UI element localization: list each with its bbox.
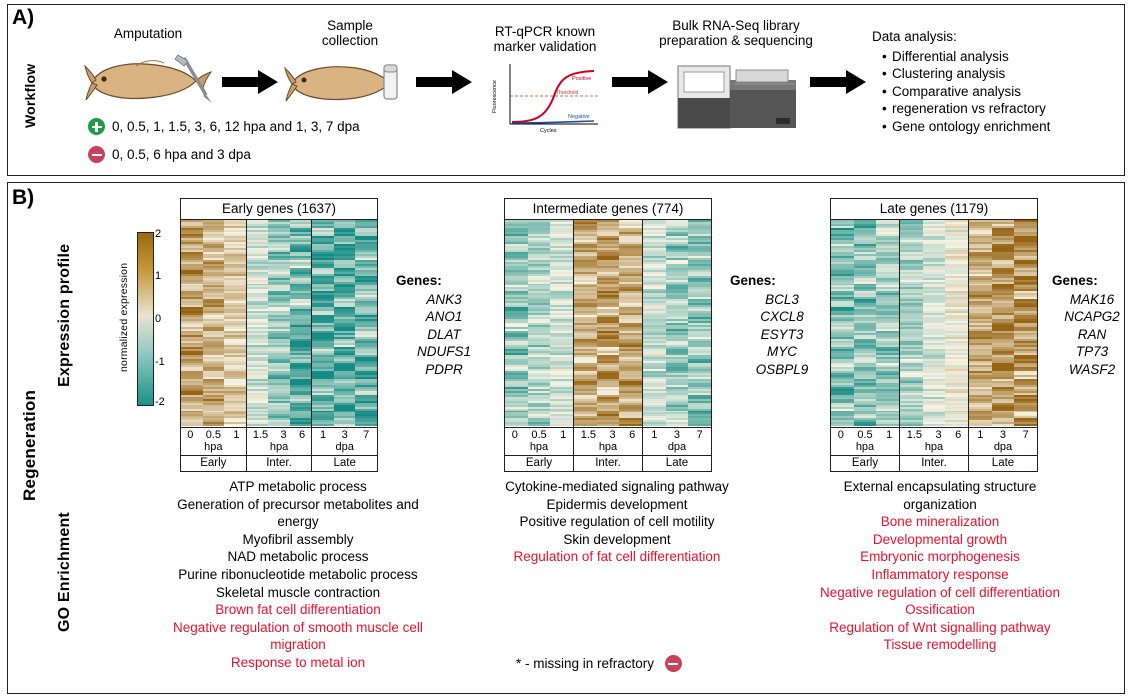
axis-unit: hpa xyxy=(529,441,549,453)
gene-name: DLAT xyxy=(427,326,461,342)
axis-ticks xyxy=(181,429,246,441)
gene-name: OSBPL9 xyxy=(755,361,809,377)
go-term: Positive regulation of cell motility xyxy=(519,514,715,530)
axis-tick: 3 xyxy=(935,429,942,441)
heatmap-column xyxy=(574,220,597,427)
axis-tick: 1 xyxy=(233,429,240,441)
genes-box-intermediate xyxy=(730,272,834,378)
heatmap-canvas xyxy=(504,220,712,428)
stage-label: Late xyxy=(333,457,356,469)
axis-group xyxy=(181,428,247,455)
heatmap-axis xyxy=(504,428,712,456)
step-title-qpcr xyxy=(470,24,620,54)
go-enrichment-side-label: GO Enrichment xyxy=(56,512,73,633)
heatmap-column xyxy=(505,220,528,427)
go-term: Negative regulation of smooth muscle cell xyxy=(173,619,423,635)
timepoints-negative-text: 0, 0.5, 6 hpa and 3 dpa xyxy=(112,147,251,162)
heatmap-column xyxy=(1014,220,1037,427)
colorbar-tick: -1 xyxy=(155,356,165,368)
axis-ticks xyxy=(574,429,642,441)
heatmap-title: Intermediate genes (774) xyxy=(504,198,712,220)
gene-name: MYC xyxy=(767,344,797,359)
axis-group xyxy=(574,428,643,455)
axis-group xyxy=(969,428,1037,455)
go-term: Regulation of fat cell differentiation xyxy=(513,549,721,565)
axis-tick: 3 xyxy=(673,429,681,441)
fish-amputation-icon xyxy=(84,53,212,103)
step-title-line2: preparation & sequencing xyxy=(659,33,813,48)
analysis-item-continuation: • regeneration vs refractory xyxy=(884,100,1112,118)
axis-group xyxy=(505,428,574,455)
colorbar-tick: 1 xyxy=(155,270,162,282)
axis-unit: dpa xyxy=(667,441,687,453)
workflow-side-label: Workflow xyxy=(22,63,38,129)
step-title-amputation: Amputation xyxy=(113,26,183,41)
colorbar-ticks xyxy=(155,228,181,408)
axis-tick: 1 xyxy=(886,429,893,441)
axis-unit: dpa xyxy=(335,441,354,453)
gene-name: WASF2 xyxy=(1068,361,1116,377)
regeneration-side-label: Regeneration xyxy=(20,389,39,501)
go-term: Negative regulation of cell differentiation xyxy=(820,584,1060,600)
heatmap-column xyxy=(688,220,711,427)
heatmap-column xyxy=(247,220,269,427)
colorbar-tick: 2 xyxy=(155,228,162,240)
heatmap-column xyxy=(619,220,642,427)
axis-tick: 6 xyxy=(629,429,636,441)
axis-group xyxy=(247,428,313,455)
heatmap-title: Late genes (1179) xyxy=(830,198,1038,220)
colorbar xyxy=(137,232,154,406)
go-term: migration xyxy=(270,637,326,653)
heatmap-column xyxy=(923,220,946,427)
axis-tick: 7 xyxy=(363,429,370,441)
axis-tick: 6 xyxy=(299,429,306,441)
gene-name: ANO1 xyxy=(425,309,463,324)
go-term: External encapsulating structure xyxy=(843,479,1037,494)
colorbar-tick: 0 xyxy=(155,313,162,325)
axis-tick: 6 xyxy=(955,429,962,441)
go-term: energy xyxy=(277,514,319,530)
heatmap-column xyxy=(900,220,923,427)
axis-unit: hpa xyxy=(598,441,618,453)
go-term: Generation of precursor metabolites and xyxy=(177,496,419,512)
heatmap-column xyxy=(876,220,899,427)
go-term: Skeletal muscle contraction xyxy=(215,584,381,600)
heatmap-column xyxy=(945,220,968,427)
axis-tick: 1 xyxy=(560,429,567,441)
axis-tick: 7 xyxy=(1022,429,1029,441)
data-analysis-header: Data analysis: xyxy=(872,29,957,44)
colorbar-axis-label: normalized expression xyxy=(118,262,130,373)
axis-ticks xyxy=(312,429,377,441)
data-analysis-list xyxy=(872,28,1112,135)
axis-group xyxy=(831,428,900,455)
go-term: Myofibril assembly xyxy=(242,531,354,547)
panel-a-letter: A) xyxy=(12,6,35,29)
axis-ticks xyxy=(900,429,968,441)
go-term: Epidermis development xyxy=(546,496,688,512)
axis-tick: 1.5 xyxy=(580,429,597,441)
axis-tick: 1 xyxy=(977,429,984,441)
gene-name: BCL3 xyxy=(765,291,799,307)
axis-tick: 0 xyxy=(511,429,518,441)
heatmap-column xyxy=(528,220,551,427)
footnote-row xyxy=(516,655,682,672)
heatmap-column xyxy=(597,220,620,427)
genes-box-late xyxy=(1052,272,1132,378)
go-term: Bone mineralization xyxy=(880,514,1000,530)
go-term: Purine ribonucleotide metabolic process xyxy=(178,566,418,582)
axis-tick: 7 xyxy=(696,429,703,441)
heatmap-column xyxy=(666,220,689,427)
heatmap-column xyxy=(224,220,246,427)
timepoints-positive-text: 0, 0.5, 1, 1.5, 3, 6, 12 hpa and 1, 3, 7 dpa xyxy=(112,119,360,134)
go-term: Response to metal ion xyxy=(230,654,366,670)
heatmap-axis xyxy=(830,428,1038,456)
heatmap-column xyxy=(334,220,356,427)
minus-circle-icon xyxy=(88,146,105,163)
go-term: Skin development xyxy=(563,531,671,547)
go-term: Embryonic morphogenesis xyxy=(860,549,1020,565)
heatmap-column xyxy=(355,220,377,427)
go-term: Regulation of Wnt signalling pathway xyxy=(829,619,1051,635)
gene-name: ESYT3 xyxy=(760,326,804,342)
expression-profile-side-label: Expression profile xyxy=(56,243,73,387)
footnote-text: * - missing in refractory xyxy=(516,656,655,671)
axis-group xyxy=(312,428,377,455)
fish-sample-icon xyxy=(284,58,404,104)
heatmap-stage-row xyxy=(830,456,1038,472)
stage-label: Late xyxy=(665,457,689,469)
stage-label: Early xyxy=(505,456,574,471)
axis-ticks xyxy=(247,429,312,441)
heatmap-column xyxy=(268,220,290,427)
heatmap-column xyxy=(643,220,666,427)
genes-header: Genes: xyxy=(396,273,442,288)
stage-label: Inter. xyxy=(247,456,313,471)
axis-tick: 1 xyxy=(651,429,658,441)
axis-unit: hpa xyxy=(855,441,875,453)
go-term: Ossification xyxy=(905,602,975,618)
stage-label: Early xyxy=(831,456,900,471)
gene-name: MAK16 xyxy=(1069,291,1115,307)
axis-tick: 1 xyxy=(320,429,327,441)
heatmap-block-early xyxy=(180,198,378,472)
genes-header: Genes: xyxy=(1052,273,1098,288)
axis-tick: 0.5 xyxy=(531,429,547,441)
sequencer-icon xyxy=(676,58,798,136)
heatmap-block-intermediate xyxy=(504,198,712,472)
arrow-icon-4 xyxy=(810,70,866,94)
axis-tick: 3 xyxy=(999,429,1007,441)
heatmap-column xyxy=(550,220,573,427)
genes-header: Genes: xyxy=(730,273,776,288)
go-term: Inflammatory response xyxy=(871,566,1009,582)
stage-label: Inter. xyxy=(900,456,969,471)
heatmap-column xyxy=(203,220,225,427)
axis-tick: 3 xyxy=(609,429,616,441)
analysis-item: • Clustering analysis xyxy=(884,65,1112,83)
analysis-item: • Differential analysis xyxy=(884,48,1112,66)
step-title-line1: Bulk RNA-Seq library xyxy=(672,18,800,33)
axis-tick: 3 xyxy=(280,429,287,441)
axis-tick: 0 xyxy=(837,429,844,441)
go-term: NAD metabolic process xyxy=(227,549,369,565)
qpcr-x-axis-label: Cycles xyxy=(540,128,557,134)
panel-b-letter: B) xyxy=(12,186,35,209)
step-title-line2: collection xyxy=(321,33,379,48)
heatmap-canvas xyxy=(180,220,378,428)
go-term: Brown fat cell differentiation xyxy=(215,602,381,618)
axis-tick: 0 xyxy=(187,429,194,441)
go-list-intermediate xyxy=(452,478,782,566)
gene-name: PDPR xyxy=(425,361,463,377)
heatmap-block-late xyxy=(830,198,1038,472)
heatmap-canvas xyxy=(830,220,1038,428)
minus-circle-icon xyxy=(665,655,682,672)
go-term: Tissue remodelling xyxy=(883,637,997,653)
axis-ticks xyxy=(969,429,1037,441)
go-term: Developmental growth xyxy=(872,531,1008,547)
gene-name: CXCL8 xyxy=(760,309,804,324)
step-title-line1: Sample xyxy=(327,18,373,33)
step-title-sequencing xyxy=(636,18,836,48)
stage-label: Late xyxy=(991,457,1015,469)
gene-name: NDUFS1 xyxy=(416,344,471,359)
qpcr-y-axis-label: Fluorescence xyxy=(492,80,498,114)
axis-unit: dpa xyxy=(993,441,1013,453)
go-term: Cytokine-mediated signaling pathway xyxy=(505,479,729,494)
heatmap-column xyxy=(181,220,203,427)
go-list-early xyxy=(108,478,488,672)
axis-ticks xyxy=(831,429,899,441)
go-list-late xyxy=(760,478,1120,654)
go-term: organization xyxy=(903,496,977,512)
colorbar-tick: -2 xyxy=(155,396,165,408)
axis-ticks xyxy=(505,429,573,441)
arrow-icon-2 xyxy=(416,70,472,94)
analysis-item: • Gene ontology enrichment xyxy=(884,118,1112,136)
heatmap-column xyxy=(312,220,334,427)
qpcr-curve-plot xyxy=(494,60,602,136)
heatmap-column xyxy=(290,220,312,427)
heatmap-title: Early genes (1637) xyxy=(180,198,378,220)
axis-group xyxy=(900,428,969,455)
gene-name: NCAPG2 xyxy=(1064,309,1120,324)
plus-circle-icon xyxy=(88,118,105,135)
heatmap-axis xyxy=(180,428,378,456)
arrow-icon-1 xyxy=(222,70,278,94)
axis-unit: hpa xyxy=(269,441,289,453)
step-title-line1: RT-qPCR known xyxy=(494,24,596,39)
svg-text:Positive: Positive xyxy=(572,76,592,82)
svg-text:Negative: Negative xyxy=(568,114,590,120)
stage-label: Inter. xyxy=(574,456,643,471)
axis-unit: hpa xyxy=(204,441,223,453)
stage-label: Early xyxy=(181,456,247,471)
step-title-sample-collection xyxy=(290,18,410,48)
heatmap-column xyxy=(969,220,992,427)
gene-name: RAN xyxy=(1077,326,1107,342)
axis-group xyxy=(643,428,711,455)
axis-tick: 1.5 xyxy=(906,429,923,441)
genes-box-early xyxy=(396,272,492,378)
go-term: ATP metabolic process xyxy=(229,479,367,494)
axis-ticks xyxy=(643,429,711,441)
heatmap-column xyxy=(854,220,877,427)
axis-tick: 3 xyxy=(341,429,348,441)
svg-text:Threshold: Threshold xyxy=(556,90,579,96)
timepoints-positive-row xyxy=(88,118,360,135)
heatmap-column xyxy=(831,220,854,427)
axis-tick: 0.5 xyxy=(857,429,873,441)
axis-tick: 0.5 xyxy=(205,429,221,441)
analysis-item: • Comparative analysis xyxy=(884,83,1112,101)
axis-unit: hpa xyxy=(924,441,944,453)
heatmap-stage-row xyxy=(504,456,712,472)
axis-tick: 1.5 xyxy=(252,429,269,441)
gene-name: TP73 xyxy=(1075,344,1109,359)
gene-name: ANK3 xyxy=(426,291,462,307)
timepoints-negative-row xyxy=(88,146,251,163)
arrow-icon-3 xyxy=(612,70,668,94)
step-title-line2: marker validation xyxy=(493,39,597,54)
heatmap-column xyxy=(992,220,1015,427)
heatmap-stage-row xyxy=(180,456,378,472)
